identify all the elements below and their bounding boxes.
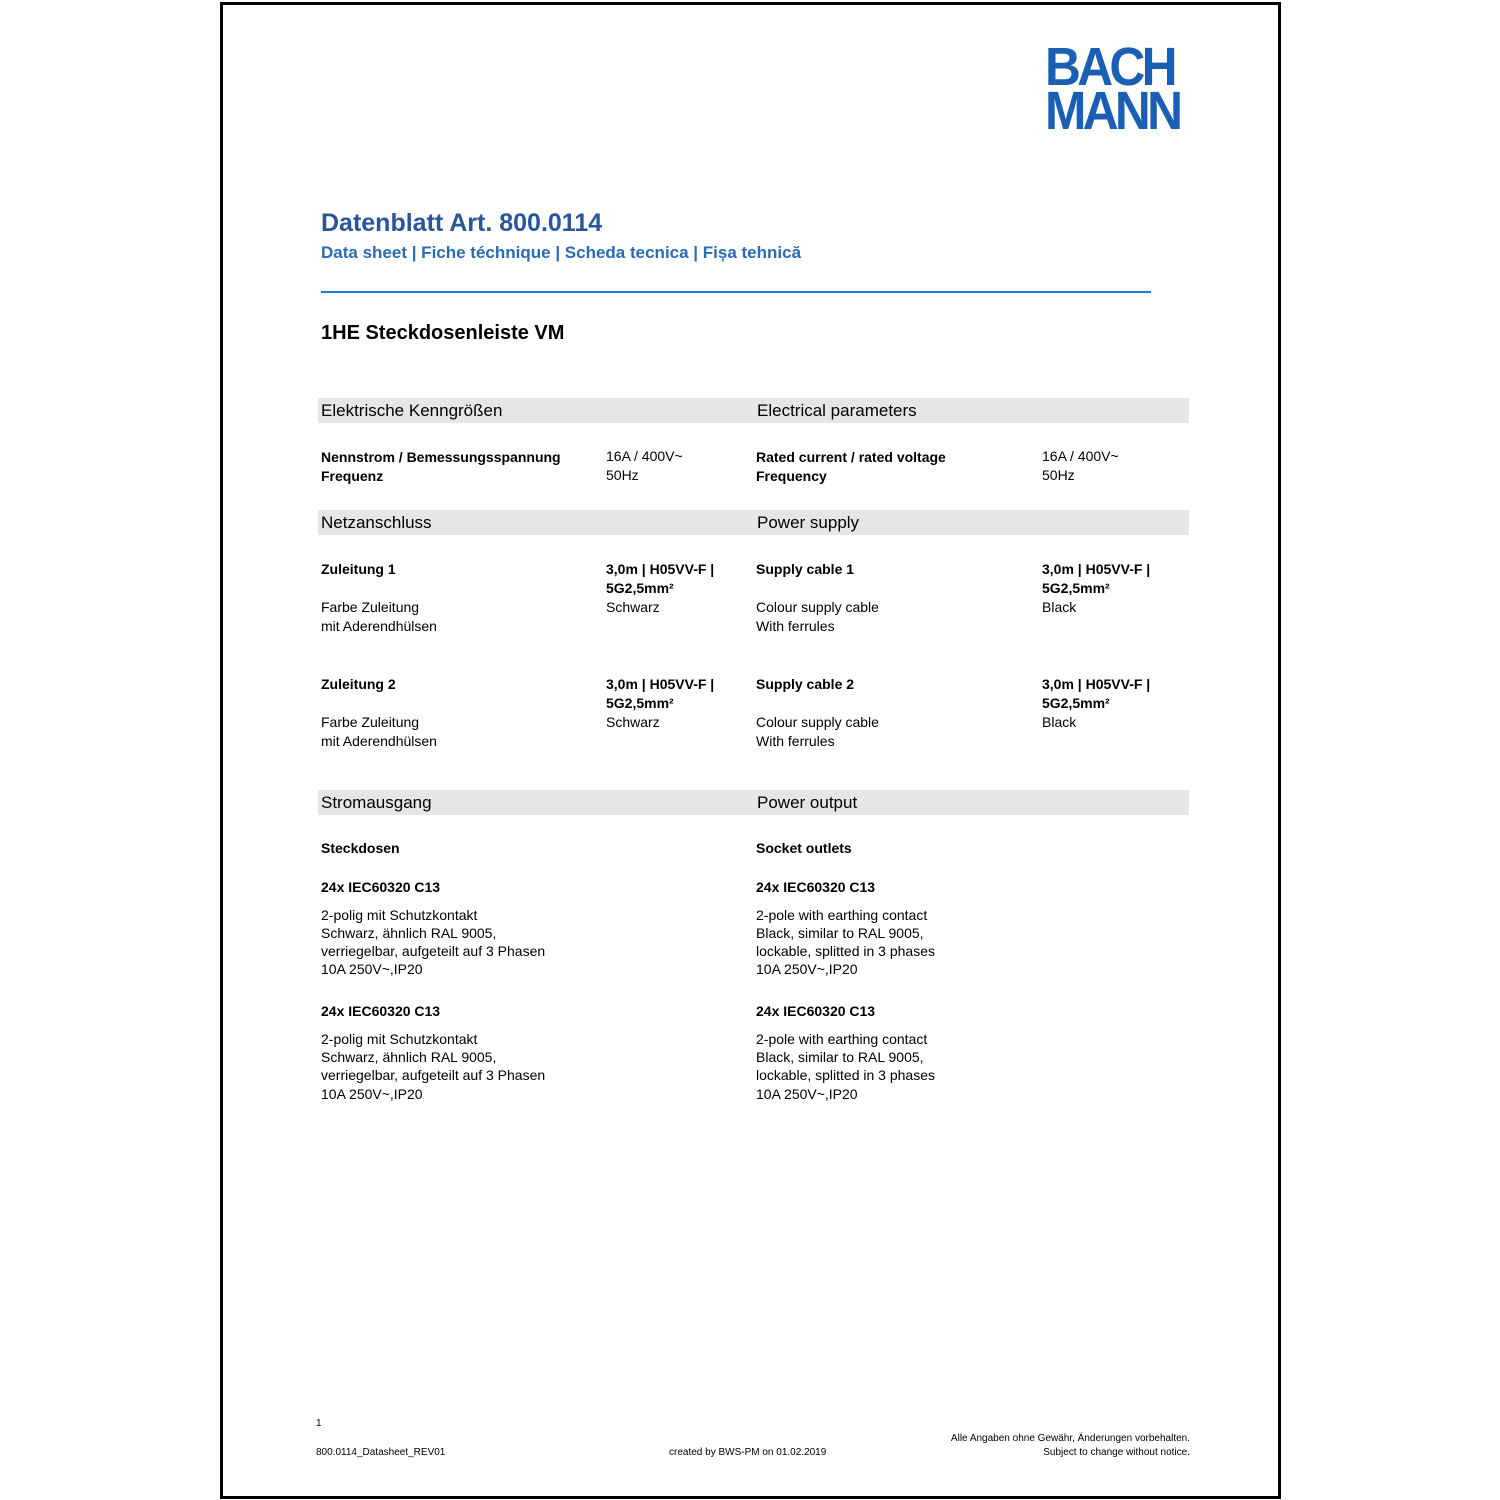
section-header-power-supply-de: Netzanschluss bbox=[318, 510, 754, 535]
label-rated-current-en: Rated current / rated voltage bbox=[756, 449, 946, 465]
outlet-group-2-line2-en: Black, similar to RAL 9005, bbox=[756, 1049, 924, 1065]
outlet-group-1-head-de: 24x IEC60320 C13 bbox=[321, 879, 441, 895]
label-socket-outlets-en: Socket outlets bbox=[756, 840, 852, 856]
label-cable-colour-2-de: Farbe Zuleitung bbox=[321, 714, 420, 730]
outlet-group-2-line1-en: 2-pole with earthing contact bbox=[756, 1031, 928, 1047]
value-cable-colour-1-de: Schwarz bbox=[606, 599, 660, 615]
page-subtitle: Data sheet | Fiche téchnique | Scheda tecnica | Fișa tehnică bbox=[321, 243, 802, 262]
label-supply-cable-2-de: Zuleitung 2 bbox=[321, 676, 396, 692]
logo-line-1: BACH bbox=[1045, 37, 1174, 97]
outlet-group-2-line1-de: 2-polig mit Schutzkontakt bbox=[321, 1031, 478, 1047]
header-divider bbox=[321, 291, 1151, 293]
label-cable-colour-2-en: Colour supply cable bbox=[756, 714, 879, 730]
value-supply-cable-2-en-line2: 5G2,5mm² bbox=[1042, 695, 1110, 711]
section-header-power-output-de: Stromausgang bbox=[318, 790, 754, 815]
label-ferrules-1-de: mit Aderendhülsen bbox=[321, 618, 437, 634]
value-rated-current-en: 16A / 400V~ bbox=[1042, 448, 1119, 464]
section-header-electrical-en: Electrical parameters bbox=[754, 398, 1189, 423]
datasheet-page bbox=[220, 2, 1281, 1499]
footer-disclaimer-en: Subject to change without notice. bbox=[1043, 1447, 1190, 1458]
value-supply-cable-1-en-line2: 5G2,5mm² bbox=[1042, 580, 1110, 596]
page-number: 1 bbox=[316, 1418, 322, 1429]
value-supply-cable-2-en-line1: 3,0m | H05VV-F | bbox=[1042, 676, 1151, 692]
value-supply-cable-1-de-line1: 3,0m | H05VV-F | bbox=[606, 561, 715, 577]
label-supply-cable-2-en: Supply cable 2 bbox=[756, 676, 855, 692]
label-supply-cable-1-de: Zuleitung 1 bbox=[321, 561, 396, 577]
label-cable-colour-1-en: Colour supply cable bbox=[756, 599, 879, 615]
value-frequency-en: 50Hz bbox=[1042, 467, 1075, 483]
outlet-group-1-head-en: 24x IEC60320 C13 bbox=[756, 879, 876, 895]
label-rated-current-de: Nennstrom / Bemessungsspannung bbox=[321, 449, 561, 465]
bachmann-logo bbox=[1045, 37, 1191, 141]
label-ferrules-1-en: With ferrules bbox=[756, 618, 835, 634]
outlet-group-1-line1-de: 2-polig mit Schutzkontakt bbox=[321, 907, 478, 923]
outlet-group-2-line4-en: 10A 250V~,IP20 bbox=[756, 1086, 858, 1102]
value-supply-cable-1-en-line1: 3,0m | H05VV-F | bbox=[1042, 561, 1151, 577]
value-supply-cable-1-de-line2: 5G2,5mm² bbox=[606, 580, 674, 596]
product-name: 1HE Steckdosenleiste VM bbox=[321, 322, 565, 344]
footer-doc-id: 800.0114_Datasheet_REV01 bbox=[316, 1447, 446, 1458]
outlet-group-2-line3-en: lockable, splitted in 3 phases bbox=[756, 1067, 935, 1083]
label-socket-outlets-de: Steckdosen bbox=[321, 840, 400, 856]
outlet-group-1-line3-de: verriegelbar, aufgeteilt auf 3 Phasen bbox=[321, 943, 546, 959]
logo-line-2: MANN bbox=[1045, 81, 1180, 141]
value-supply-cable-2-de-line2: 5G2,5mm² bbox=[606, 695, 674, 711]
outlet-group-2-head-de: 24x IEC60320 C13 bbox=[321, 1003, 441, 1019]
page-title: Datenblatt Art. 800.0114 bbox=[321, 209, 603, 237]
label-ferrules-2-en: With ferrules bbox=[756, 733, 835, 749]
outlet-group-1-line2-de: Schwarz, ähnlich RAL 9005, bbox=[321, 925, 497, 941]
outlet-group-1-line4-de: 10A 250V~,IP20 bbox=[321, 961, 423, 977]
label-cable-colour-1-de: Farbe Zuleitung bbox=[321, 599, 420, 615]
outlet-group-2-line4-de: 10A 250V~,IP20 bbox=[321, 1086, 423, 1102]
value-supply-cable-2-de-line1: 3,0m | H05VV-F | bbox=[606, 676, 715, 692]
outlet-group-1-line1-en: 2-pole with earthing contact bbox=[756, 907, 928, 923]
section-header-power-output-en: Power output bbox=[754, 790, 1189, 815]
outlet-group-1-line3-en: lockable, splitted in 3 phases bbox=[756, 943, 935, 959]
value-frequency-de: 50Hz bbox=[606, 467, 639, 483]
footer-disclaimer-de: Alle Angaben ohne Gewähr, Änderungen vorbehalten. bbox=[950, 1433, 1190, 1444]
outlet-group-1-line2-en: Black, similar to RAL 9005, bbox=[756, 925, 924, 941]
label-ferrules-2-de: mit Aderendhülsen bbox=[321, 733, 437, 749]
value-rated-current-de: 16A / 400V~ bbox=[606, 448, 683, 464]
label-frequency-en: Frequency bbox=[756, 468, 827, 484]
outlet-group-2-line3-de: verriegelbar, aufgeteilt auf 3 Phasen bbox=[321, 1067, 546, 1083]
outlet-group-1-line4-en: 10A 250V~,IP20 bbox=[756, 961, 858, 977]
outlet-group-2-head-en: 24x IEC60320 C13 bbox=[756, 1003, 876, 1019]
outlet-group-2-line2-de: Schwarz, ähnlich RAL 9005, bbox=[321, 1049, 497, 1065]
value-cable-colour-2-en: Black bbox=[1042, 714, 1077, 730]
section-header-electrical-de: Elektrische Kenngrößen bbox=[318, 398, 754, 423]
value-cable-colour-2-de: Schwarz bbox=[606, 714, 660, 730]
footer-created: created by BWS-PM on 01.02.2019 bbox=[669, 1447, 827, 1458]
value-cable-colour-1-en: Black bbox=[1042, 599, 1077, 615]
label-frequency-de: Frequenz bbox=[321, 468, 384, 484]
section-header-power-supply-en: Power supply bbox=[754, 510, 1189, 535]
label-supply-cable-1-en: Supply cable 1 bbox=[756, 561, 855, 577]
